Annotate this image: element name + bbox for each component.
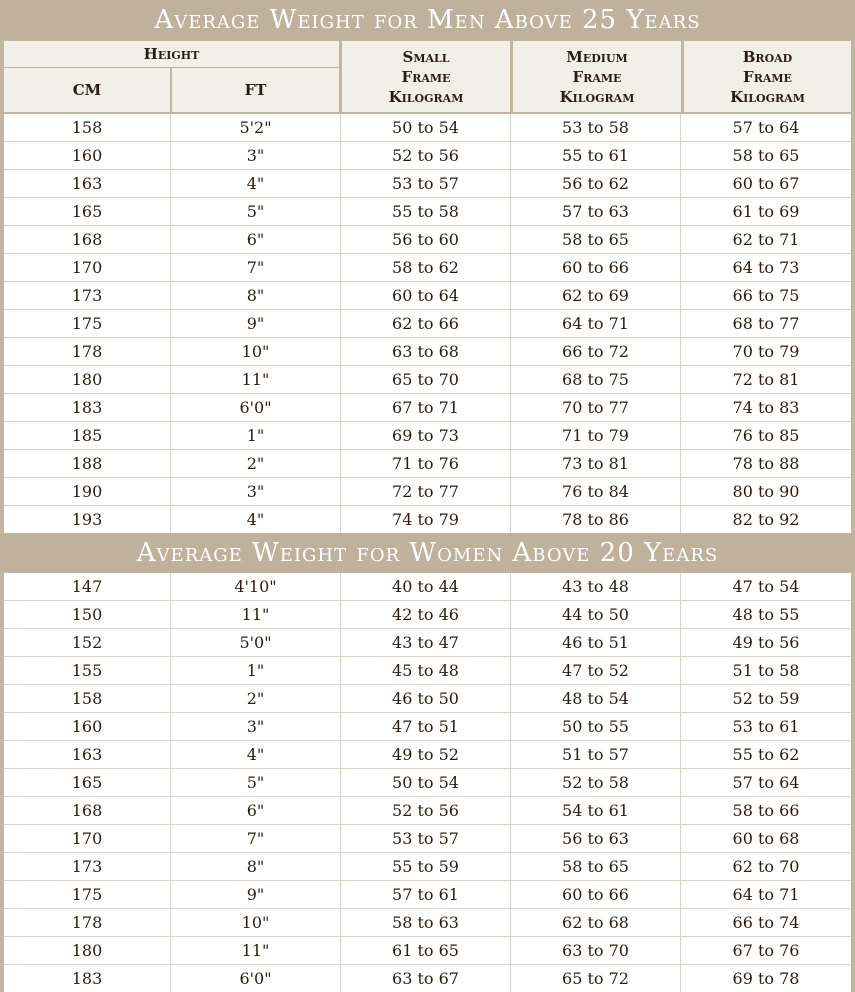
small-frame-cell: 50 to 54	[341, 769, 511, 797]
height-cm-cell: 173	[4, 282, 171, 310]
height-ft-cell: 4"	[171, 506, 341, 533]
medium-frame-cell: 62 to 68	[511, 909, 681, 937]
broad-frame-cell: 68 to 77	[681, 310, 851, 338]
small-frame-cell: 65 to 70	[341, 366, 511, 394]
table-row	[4, 506, 851, 533]
ft-column-header	[172, 68, 339, 112]
medium-frame-cell: 64 to 71	[511, 310, 681, 338]
medium-frame-cell: 62 to 69	[511, 282, 681, 310]
height-ft-cell: 3"	[171, 713, 341, 741]
height-cm-cell: 170	[4, 825, 171, 853]
height-cm-cell: 190	[4, 478, 171, 506]
height-ft-cell: 4"	[171, 170, 341, 198]
ft-label: FT	[244, 81, 267, 99]
broad-frame-cell: 62 to 70	[681, 853, 851, 881]
height-cm-cell: 152	[4, 629, 171, 657]
small-frame-cell: 50 to 54	[341, 114, 511, 142]
table-row	[4, 226, 851, 254]
medium-frame-label-line1: Medium	[566, 47, 628, 66]
height-ft-cell: 10"	[171, 338, 341, 366]
broad-frame-cell: 51 to 58	[681, 657, 851, 685]
broad-frame-cell: 82 to 92	[732, 510, 800, 529]
table-row	[4, 629, 851, 657]
small-frame-cell: 45 to 48	[341, 657, 511, 685]
small-frame-cell: 61 to 65	[341, 937, 511, 965]
height-cm-cell: 183	[4, 394, 171, 422]
medium-frame-cell: 48 to 54	[511, 685, 681, 713]
small-frame-cell: 47 to 51	[341, 713, 511, 741]
table-row	[4, 114, 851, 142]
small-frame-label-line1: Small	[402, 47, 450, 66]
medium-frame-cell: 73 to 81	[511, 450, 681, 478]
height-ft-cell: 7"	[171, 825, 341, 853]
table-row	[4, 142, 851, 170]
small-frame-cell: 40 to 44	[341, 573, 511, 601]
medium-frame-cell: 63 to 70	[511, 937, 681, 965]
height-ft-cell: 3"	[171, 142, 341, 170]
medium-frame-cell: 55 to 61	[511, 142, 681, 170]
cm-label: CM	[72, 81, 102, 99]
medium-frame-cell: 43 to 48	[511, 573, 681, 601]
height-cm-cell: 180	[4, 937, 171, 965]
small-frame-cell: 72 to 77	[341, 478, 511, 506]
small-frame-cell: 56 to 60	[341, 226, 511, 254]
height-cm-cell: 165	[4, 198, 171, 226]
table-row	[4, 657, 851, 685]
table-row	[4, 366, 851, 394]
table-row	[4, 741, 851, 769]
small-frame-cell: 67 to 71	[341, 394, 511, 422]
height-cm-cell: 183	[4, 965, 171, 992]
height-group-label: Height	[143, 45, 200, 63]
table-row	[4, 685, 851, 713]
small-frame-cell: 57 to 61	[341, 881, 511, 909]
broad-frame-cell: 52 to 59	[681, 685, 851, 713]
broad-frame-cell: 78 to 88	[681, 450, 851, 478]
broad-frame-cell: 62 to 71	[681, 226, 851, 254]
small-frame-cell: 43 to 47	[341, 629, 511, 657]
height-cm-cell: 165	[4, 769, 171, 797]
height-ft-cell: 5"	[171, 769, 341, 797]
table-row	[4, 170, 851, 198]
medium-frame-cell: 56 to 63	[511, 825, 681, 853]
height-ft-cell: 9"	[171, 310, 341, 338]
height-ft-cell: 6'0"	[171, 965, 341, 992]
medium-frame-cell: 51 to 57	[511, 741, 681, 769]
broad-frame-cell: 48 to 55	[681, 601, 851, 629]
cm-column-header	[4, 68, 170, 112]
height-ft-cell: 7"	[171, 254, 341, 282]
small-frame-cell: 53 to 57	[341, 170, 511, 198]
broad-frame-cell: 57 to 64	[681, 769, 851, 797]
medium-frame-cell: 46 to 51	[511, 629, 681, 657]
small-frame-label-line3: Kilogram	[388, 87, 464, 106]
height-cm-cell: 185	[4, 422, 171, 450]
table-row	[4, 601, 851, 629]
height-ft-cell: 4'10"	[171, 573, 341, 601]
broad-frame-cell: 49 to 56	[681, 629, 851, 657]
table-row	[4, 825, 851, 853]
height-cm-cell: 155	[4, 657, 171, 685]
small-frame-cell: 46 to 50	[341, 685, 511, 713]
small-frame-cell: 52 to 56	[341, 142, 511, 170]
medium-frame-cell: 58 to 65	[511, 226, 681, 254]
height-ft-cell: 5'2"	[171, 114, 341, 142]
medium-frame-cell: 71 to 79	[511, 422, 681, 450]
height-ft-cell: 3"	[171, 478, 341, 506]
medium-frame-cell: 60 to 66	[511, 881, 681, 909]
broad-frame-cell: 76 to 85	[681, 422, 851, 450]
broad-frame-cell: 74 to 83	[681, 394, 851, 422]
medium-frame-cell: 53 to 58	[511, 114, 681, 142]
height-ft-cell: 6'0"	[171, 394, 341, 422]
medium-frame-cell: 78 to 86	[511, 506, 681, 533]
small-frame-cell: 69 to 73	[341, 422, 511, 450]
small-frame-cell: 63 to 67	[341, 965, 511, 992]
medium-frame-cell: 44 to 50	[511, 601, 681, 629]
table-row	[4, 422, 851, 450]
men-section-title: Average Weight for Men Above 25 Years	[0, 0, 855, 40]
height-cm-cell: 173	[4, 853, 171, 881]
small-frame-label-line2: Frame	[401, 67, 451, 86]
height-ft-cell: 9"	[171, 881, 341, 909]
broad-frame-cell: 69 to 78	[732, 969, 800, 988]
medium-frame-label-line3: Kilogram	[559, 87, 635, 106]
medium-frame-cell: 54 to 61	[511, 797, 681, 825]
small-frame-cell: 71 to 76	[341, 450, 511, 478]
height-cm-cell: 158	[4, 685, 171, 713]
height-ft-cell: 8"	[171, 282, 341, 310]
broad-frame-cell: 64 to 71	[681, 881, 851, 909]
small-frame-header	[342, 41, 510, 112]
table-row	[4, 797, 851, 825]
medium-frame-cell: 70 to 77	[511, 394, 681, 422]
height-cm-cell: 175	[4, 881, 171, 909]
small-frame-cell: 55 to 59	[341, 853, 511, 881]
women-section-title: Average Weight for Women Above 20 Years	[0, 534, 855, 572]
broad-frame-cell: 60 to 68	[681, 825, 851, 853]
height-cm-cell: 178	[4, 338, 171, 366]
height-cm-cell: 158	[4, 114, 171, 142]
small-frame-cell: 53 to 57	[341, 825, 511, 853]
broad-frame-cell: 47 to 54	[681, 573, 851, 601]
small-frame-cell: 58 to 63	[341, 909, 511, 937]
table-row	[4, 282, 851, 310]
height-cm-cell: 168	[4, 226, 171, 254]
small-frame-cell: 74 to 79	[341, 506, 511, 533]
height-ft-cell: 1"	[171, 657, 341, 685]
table-row	[4, 853, 851, 881]
broad-frame-cell: 70 to 79	[681, 338, 851, 366]
height-cm-cell: 160	[4, 142, 171, 170]
height-cm-cell: 147	[4, 573, 171, 601]
men-weight-table	[4, 114, 851, 533]
table-row	[4, 310, 851, 338]
medium-frame-cell: 50 to 55	[511, 713, 681, 741]
broad-frame-cell: 72 to 81	[681, 366, 851, 394]
broad-frame-label-line1: Broad	[742, 47, 793, 66]
medium-frame-cell: 58 to 65	[511, 853, 681, 881]
table-row	[4, 478, 851, 506]
height-ft-cell: 2"	[171, 450, 341, 478]
height-ft-cell: 6"	[171, 226, 341, 254]
broad-frame-cell: 57 to 64	[681, 114, 851, 142]
height-ft-cell: 1"	[171, 422, 341, 450]
table-row	[4, 881, 851, 909]
medium-frame-cell: 65 to 72	[511, 965, 681, 992]
height-ft-cell: 11"	[171, 601, 341, 629]
small-frame-cell: 60 to 64	[341, 282, 511, 310]
table-row	[4, 254, 851, 282]
small-frame-cell: 55 to 58	[341, 198, 511, 226]
medium-frame-label-line2: Frame	[572, 67, 622, 86]
broad-frame-cell: 64 to 73	[681, 254, 851, 282]
height-cm-cell: 168	[4, 797, 171, 825]
height-ft-cell: 10"	[171, 909, 341, 937]
broad-frame-cell: 55 to 62	[681, 741, 851, 769]
broad-frame-cell: 66 to 75	[681, 282, 851, 310]
table-row	[4, 909, 851, 937]
table-row	[4, 338, 851, 366]
small-frame-cell: 62 to 66	[341, 310, 511, 338]
medium-frame-header	[513, 41, 681, 112]
broad-frame-cell: 58 to 66	[681, 797, 851, 825]
medium-frame-cell: 52 to 58	[511, 769, 681, 797]
broad-frame-header	[684, 41, 851, 112]
broad-frame-label-line3: Kilogram	[730, 87, 805, 106]
height-ft-cell: 11"	[171, 366, 341, 394]
height-ft-cell: 2"	[171, 685, 341, 713]
medium-frame-cell: 68 to 75	[511, 366, 681, 394]
women-weight-table	[4, 573, 851, 992]
height-ft-cell: 5"	[171, 198, 341, 226]
medium-frame-cell: 76 to 84	[511, 478, 681, 506]
broad-frame-cell: 58 to 65	[681, 142, 851, 170]
height-ft-cell: 5'0"	[171, 629, 341, 657]
height-ft-cell: 11"	[171, 937, 341, 965]
broad-frame-cell: 53 to 61	[681, 713, 851, 741]
medium-frame-cell: 66 to 72	[511, 338, 681, 366]
table-row	[4, 965, 851, 992]
medium-frame-cell: 57 to 63	[511, 198, 681, 226]
height-cm-cell: 163	[4, 741, 171, 769]
medium-frame-cell: 47 to 52	[511, 657, 681, 685]
broad-frame-cell: 60 to 67	[681, 170, 851, 198]
height-cm-cell: 193	[4, 506, 171, 533]
broad-frame-cell: 61 to 69	[681, 198, 851, 226]
table-row	[4, 450, 851, 478]
small-frame-cell: 49 to 52	[341, 741, 511, 769]
height-cm-cell: 178	[4, 909, 171, 937]
broad-frame-cell: 66 to 74	[681, 909, 851, 937]
small-frame-cell: 42 to 46	[341, 601, 511, 629]
height-cm-cell: 188	[4, 450, 171, 478]
broad-frame-label-line2: Frame	[743, 67, 792, 86]
broad-frame-cell: 80 to 90	[681, 478, 851, 506]
table-row	[4, 394, 851, 422]
table-row	[4, 937, 851, 965]
height-cm-cell: 175	[4, 310, 171, 338]
height-ft-cell: 6"	[171, 797, 341, 825]
small-frame-cell: 63 to 68	[341, 338, 511, 366]
broad-frame-cell: 67 to 76	[681, 937, 851, 965]
height-cm-cell: 170	[4, 254, 171, 282]
height-cm-cell: 163	[4, 170, 171, 198]
height-cm-cell: 160	[4, 713, 171, 741]
small-frame-cell: 58 to 62	[341, 254, 511, 282]
table-row	[4, 198, 851, 226]
table-row	[4, 713, 851, 741]
table-row	[4, 769, 851, 797]
height-cm-cell: 150	[4, 601, 171, 629]
medium-frame-cell: 60 to 66	[511, 254, 681, 282]
small-frame-cell: 52 to 56	[341, 797, 511, 825]
height-ft-cell: 8"	[171, 853, 341, 881]
height-group-header	[4, 41, 339, 67]
height-ft-cell: 4"	[171, 741, 341, 769]
medium-frame-cell: 56 to 62	[511, 170, 681, 198]
height-cm-cell: 180	[4, 366, 171, 394]
table-row	[4, 573, 851, 601]
